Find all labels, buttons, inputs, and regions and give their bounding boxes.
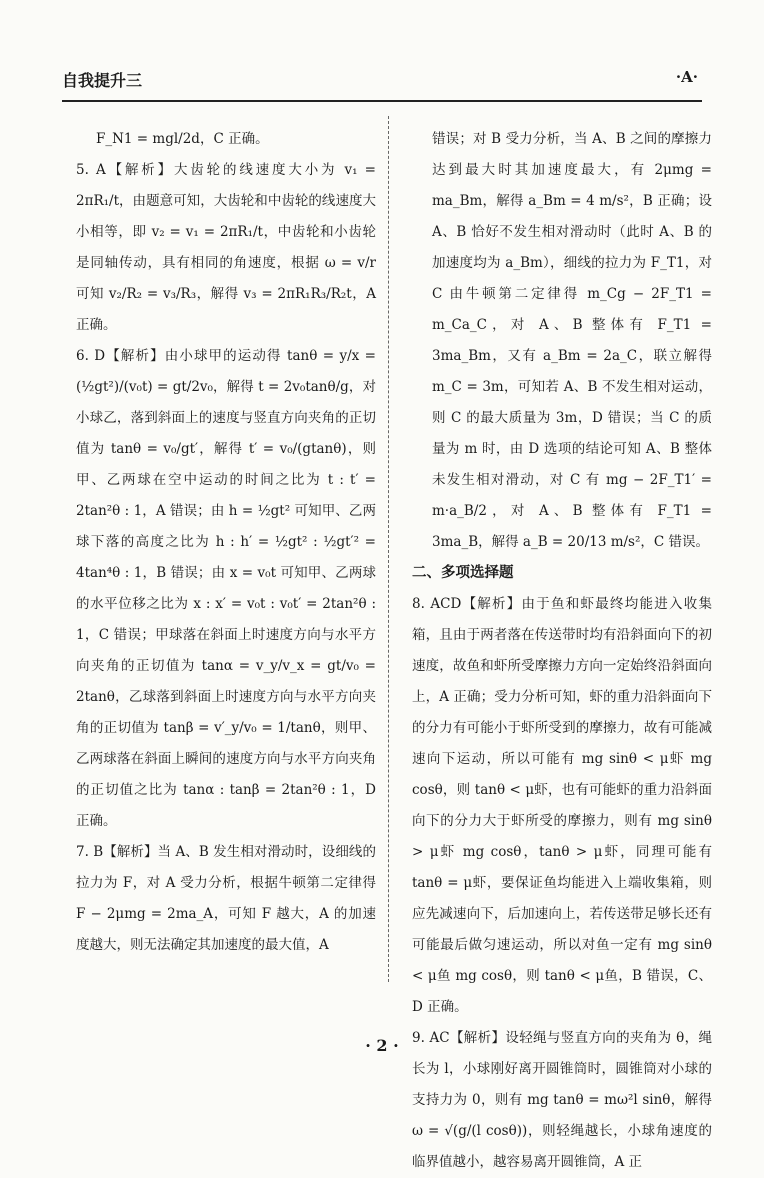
answer-5: 5. A【解析】大齿轮的线速度大小为 v₁ = 2πR₁/t，由题意可知，大齿轮和中齿轮的线速度大小相等，即 v₂ = v₁ = 2πR₁/t，中齿轮和小齿轮是同轴传动，具有相同的角速度，根据 ω = v/r 可知 v₂/R₂ = v₃/R₃，解得 v₃ = 2πR₁R₃/R₂t，A 正确。 bbox=[76, 162, 376, 333]
answer-9: 9. AC【解析】设轻绳与竖直方向的夹角为 θ，绳长为 l，小球刚好离开圆锥筒时，圆锥筒对小球的支持力为 0，则有 mg tanθ = mω²l sinθ，解得 ω = √(g/(l cosθ))，则轻绳越长，小球角速度的临界值越小，越容易离开圆锥筒，A 正 bbox=[412, 1030, 712, 1170]
answer-6: 6. D【解析】由小球甲的运动得 tanθ = y/x = (½gt²)/(v₀t) = gt/2v₀，解得 t = 2v₀tanθ/g，对小球乙，落到斜面上的速度与竖直方向夹角的正切值为 tanθ = v₀/gt′，解得 t′ = v₀/(gtanθ)，则甲、乙两球在空中运动的时间之比为 t : t′ = 2tan²θ : 1，A 错误；由 h = ½gt² 可知甲、乙两球下落的高度之比为 h : h′ = ½gt² : ½gt′² = 4tan⁴θ : 1，B 错误；由 x = v₀t 可知甲、乙两球的水平位移之比为 x : x′ = v₀t : v₀t′ = 2tan²θ : 1，C 错误；甲球落在斜面上时速度方向与水平方向夹角的正切值为 tanα = v_y/v_x = gt/v₀ = 2tanθ，乙球落到斜面上时速度方向与水平方向夹角的正切值为 tanβ = v′_y/v₀ = 1/tanθ，则甲、乙两球落在斜面上瞬间的速度方向与水平方向夹角的正切值之比为 tanα : tanβ = 2tan²θ : 1，D 正确。 bbox=[76, 348, 376, 829]
header-title: 自我提升三 bbox=[62, 71, 143, 90]
page-header bbox=[62, 64, 702, 94]
left-paragraph: F_N1 = mgl/2d，C 正确。 bbox=[96, 131, 269, 147]
header-code: ·A· bbox=[675, 68, 698, 86]
header-rule bbox=[62, 100, 702, 102]
left-column bbox=[76, 124, 376, 961]
answer-7-continued: 错误；对 B 受力分析，当 A、B 之间的摩擦力达到最大时其加速度最大，有 2μmg = ma_Bm，解得 a_Bm = 4 m/s²，B 正确；设 A、B 恰好不发生相对滑动时（此时 A、B 的加速度均为 a_Bm），细线的拉力为 F_T1，对 C 由牛顿第二定律得 m_Cg − 2F_T1 = m_Ca_C，对 A、B 整体有 F_T1 = 3ma_Bm，又有 a_Bm = 2a_C，联立解得 m_C = 3m，可知若 A、B 不发生相对运动，则 C 的最大质量为 3m，D 错误；当 C 的质量为 m 时，由 D 选项的结论可知 A、B 整体未发生相对滑动，对 C 有 mg − 2F_T1′ = m·a_B/2，对 A、B 整体有 F_T1 = 3ma_B，解得 a_B = 20/13 m/s²，C 错误。 bbox=[432, 131, 712, 550]
page-number: · 2 · bbox=[365, 1036, 399, 1055]
right-column bbox=[412, 124, 712, 1178]
section-heading: 二、多项选择题 bbox=[412, 565, 514, 581]
answer-7: 7. B【解析】当 A、B 发生相对滑动时，设细线的拉力为 F，对 A 受力分析，根据牛顿第二定律得 F − 2μmg = 2ma_A，可知 F 越大，A 的加速度越大，则无法确定其加速度的最大值，A bbox=[76, 844, 376, 953]
answer-8: 8. ACD【解析】由于鱼和虾最终均能进入收集箱，且由于两者落在传送带时均有沿斜面向下的初速度，故鱼和虾所受摩擦力方向一定始终沿斜面向上，A 正确；受力分析可知，虾的重力沿斜面向下的分力有可能小于虾所受到的摩擦力，故有可能减速向下运动，所以可能有 mg sinθ < μ虾 mg cosθ，则 tanθ < μ虾，也有可能虾的重力沿斜面向下的分力大于虾所受的摩擦力，则有 mg sinθ > μ虾 mg cosθ，tanθ > μ虾，同理可能有 tanθ = μ虾，要保证鱼均能进入上端收集箱，则应先减速向下，后加速向上，若传送带足够长还有可能最后做匀速运动，所以对鱼一定有 mg sinθ < μ鱼 mg cosθ，则 tanθ < μ鱼，B 错误，C、D 正确。 bbox=[412, 596, 712, 1015]
column-divider bbox=[388, 116, 389, 982]
